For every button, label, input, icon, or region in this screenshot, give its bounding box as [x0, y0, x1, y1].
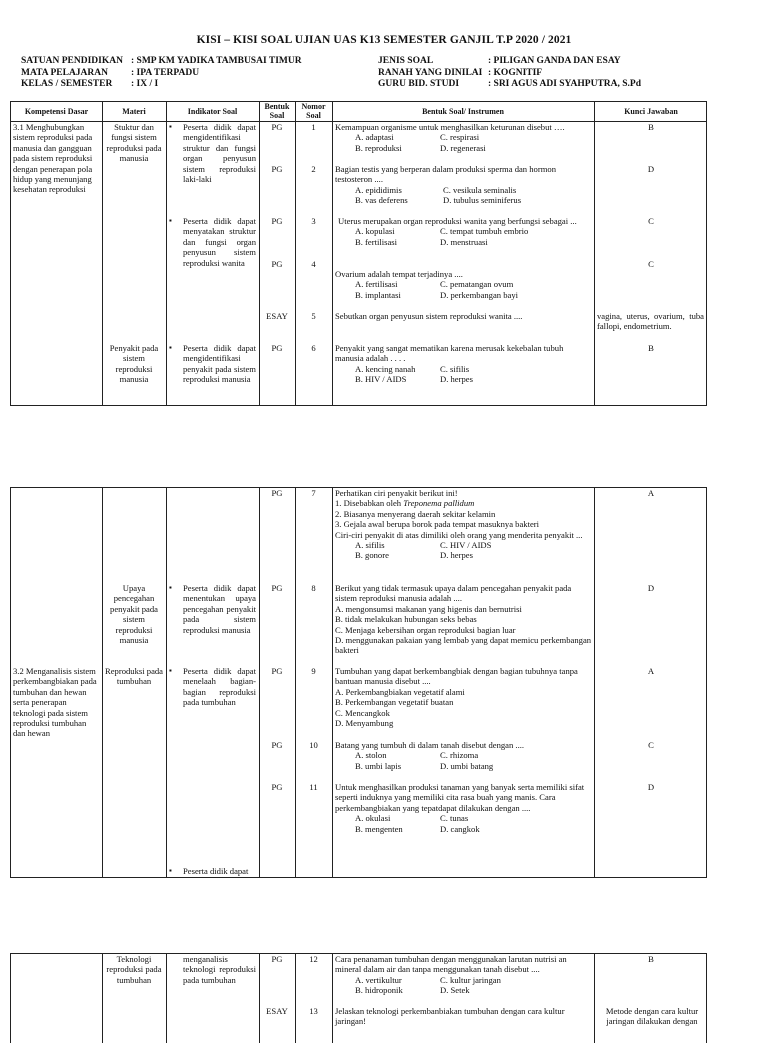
indikator-6: Peserta didik dapat: [183, 866, 249, 876]
question-line: 3. Gejala awal berupa borok pada tempat masuknya bakteri: [335, 519, 540, 530]
info-label: SATUAN PENDIDIKAN: [21, 56, 123, 66]
question-10: [335, 740, 592, 771]
option-c: C. kultur jaringan: [440, 974, 501, 985]
option-b: B. mengenten: [355, 823, 403, 834]
option-c: C. Mencangkok: [335, 707, 390, 718]
option-c: C. respirasi: [440, 132, 480, 143]
materi-reproduksi-tumbuhan: Reproduksi pada tumbuhan: [105, 666, 163, 687]
question-5: Sebutkan organ penyusun sistem reproduksi wanita ....: [335, 311, 523, 321]
bentuk-soal: PG: [271, 583, 283, 593]
answer-key: Metode dengan cara kultur jaringan dilakukan dengan: [605, 1006, 699, 1027]
question-stem: Penyakit yang sangat mematikan karena merusak kekebalan tubuh manusia adalah . . . .: [335, 343, 564, 364]
bullet-icon: ▪: [169, 216, 172, 225]
bentuk-soal: PG: [271, 488, 283, 498]
kd-3-2: 3.2 Menganalisis sistem perkembangbiakan pada tumbuhan dan hewan serta penerapan teknologi pada sistem reproduksi tumbuhan dan hewan: [13, 666, 97, 739]
option-b: B. hidroponik: [355, 985, 403, 996]
option-d: D. menstruasi: [440, 236, 488, 247]
info-label: MATA PELAJARAN: [21, 67, 108, 78]
answer-key: C: [648, 216, 654, 226]
option-a: A. epididimis: [355, 184, 402, 195]
table-section-3: [10, 953, 707, 1043]
answer-key: A: [647, 666, 655, 676]
option-b: B. vas deferens: [355, 195, 408, 206]
bentuk-soal: PG: [271, 954, 283, 964]
bentuk-soal: PG: [271, 666, 283, 676]
option-b: B. fertilisasi: [355, 236, 398, 247]
question-stem: Uterus merupakan organ reproduksi wanita yang berfungsi sebagai ...: [338, 216, 577, 226]
table-section-1: [10, 101, 707, 406]
info-left: [21, 56, 302, 91]
option-d: D. herpes: [440, 374, 473, 385]
answer-key: D: [647, 583, 655, 593]
question-7: [335, 488, 592, 561]
answer-key: D: [647, 164, 655, 174]
question-2: [335, 164, 585, 206]
bentuk-soal: ESAY: [266, 311, 288, 321]
info-value: : IX / I: [131, 79, 159, 89]
option-a: A. okulasi: [355, 813, 391, 824]
indikator-1: Peserta didik dapat mengidentifikasi struktur dan fungsi organ penyusun sistem reproduksi laki-laki: [183, 122, 256, 185]
option-b: B. tidak melakukan hubungan seks bebas: [335, 614, 477, 625]
question-stem: Bagian testis yang berperan dalam produksi sperma dan hormon testosteron ....: [335, 164, 556, 185]
bentuk-soal: PG: [271, 164, 283, 174]
materi-struktur: Stuktur dan fungsi sistem reproduksi pada manusia: [106, 122, 162, 164]
nomor-soal: 9: [311, 666, 316, 676]
nomor-soal: 10: [309, 740, 318, 750]
answer-key: vagina, uterus, ovarium, tuba fallopi, endometrium.: [597, 311, 704, 332]
bullet-icon: ▪: [169, 343, 172, 352]
option-a: A. mengonsumsi makanan yang higenis dan bernutrisi: [335, 603, 522, 614]
question-stem: Tumbuhan yang dapat berkembangbiak dengan bagian tubuhnya tanpa bantuan manusia disebut ....: [335, 666, 578, 687]
answer-key: B: [648, 954, 654, 964]
indikator-4: Peserta didik dapat menentukan upaya pencegahan penyakit pada sistem reproduksi manusia: [183, 583, 256, 635]
bullet-icon: ▪: [169, 866, 172, 875]
option-a: A. vertikultur: [355, 974, 402, 985]
bentuk-soal: PG: [271, 122, 283, 132]
option-d: D. regenerasi: [440, 142, 486, 153]
question-3: [338, 216, 578, 247]
header-bentuk: Bentuk Soal: [264, 102, 290, 120]
nomor-soal: 2: [311, 164, 316, 174]
option-c: C. vesikula seminalis: [443, 184, 517, 195]
table-section-2: [10, 487, 707, 878]
option-c: C. sifilis: [440, 363, 470, 374]
option-d: D. tubulus seminiferus: [443, 195, 522, 206]
question-12: [335, 954, 592, 996]
info-value: : PILIGAN GANDA DAN ESAY: [488, 56, 621, 66]
option-d: D. herpes: [440, 550, 473, 561]
bentuk-soal: PG: [271, 343, 283, 353]
nomor-soal: 11: [309, 782, 318, 792]
question-stem: Berikut yang tidak termasuk upaya dalam pencegahan penyakit pada sistem reproduksi manusia adalah ....: [335, 583, 572, 604]
answer-key: D: [647, 782, 655, 792]
bentuk-soal: PG: [271, 782, 283, 792]
indikator-7: menganalisis teknologi reproduksi pada tumbuhan: [183, 954, 256, 985]
option-d: D. perkembangan bayi: [440, 289, 519, 300]
bullet-icon: ▪: [169, 583, 172, 592]
nomor-soal: 12: [309, 954, 318, 964]
question-8: [335, 583, 592, 656]
question-stem: Batang yang tumbuh di dalam tanah disebut dengan ....: [335, 740, 525, 750]
option-c: C. tunas: [440, 813, 469, 824]
option-c: C. rhizoma: [440, 750, 479, 761]
option-a: A. fertilisasi: [355, 279, 398, 290]
nomor-soal: 5: [311, 311, 316, 321]
nomor-soal: 4: [311, 259, 316, 269]
info-value: : KOGNITIF: [488, 67, 543, 78]
option-b: B. HIV / AIDS: [355, 374, 407, 385]
option-c: C. HIV / AIDS: [440, 540, 492, 551]
header-indikator: Indikator Soal: [187, 107, 238, 116]
question-stem: Kemampuan organisme untuk menghasilkan keturunan disebut ….: [335, 122, 565, 132]
question-4: [335, 269, 585, 300]
info-value: : IPA TERPADU: [131, 67, 200, 78]
option-a: A. kencing nanah: [355, 363, 416, 374]
info-label: JENIS SOAL: [378, 56, 434, 66]
answer-key: C: [648, 740, 654, 750]
option-c: C. tempat tumbuh embrio: [440, 226, 529, 237]
info-label: GURU BID. STUDI: [378, 79, 460, 89]
info-right: [378, 56, 641, 91]
answer-key: A: [647, 488, 655, 498]
materi-penyakit: Penyakit pada sistem reproduksi manusia: [109, 343, 159, 385]
bullet-icon: ▪: [169, 666, 172, 675]
option-c: C. Menjaga kebersihan organ reproduksi bagian luar: [335, 624, 516, 635]
page-title: KISI – KISI SOAL UJIAN UAS K13 SEMESTER GANJIL T.P 2020 / 2021: [196, 34, 572, 46]
header-kd: Kompetensi Dasar: [24, 107, 89, 116]
question-13: Jelaskan teknologi perkembanbiakan tumbuhan dengan cara kultur jaringan!: [335, 1006, 565, 1027]
nomor-soal: 1: [311, 122, 316, 132]
header-kunci: Kunci Jawaban: [624, 107, 678, 116]
bentuk-soal: ESAY: [266, 1006, 288, 1016]
option-b: B. reproduksi: [355, 142, 402, 153]
option-d: D. Setek: [440, 985, 470, 996]
header-nomor: Nomor Soal: [301, 102, 326, 120]
answer-key: B: [648, 122, 654, 132]
option-b: B. gonore: [355, 550, 389, 561]
nomor-soal: 13: [309, 1006, 318, 1016]
kd-3-1: 3.1 Menghubungkan sistem reproduksi pada manusia dan gangguan pada sistem reproduksi dengan penerapan pola hidup yang menunjang kesehatan reproduksi: [13, 122, 93, 195]
question-1: [335, 122, 592, 153]
bentuk-soal: PG: [271, 259, 283, 269]
option-a: A. sifilis: [355, 540, 385, 551]
option-d: D. Menyambung: [335, 718, 394, 729]
nomor-soal: 7: [311, 488, 316, 498]
question-stem: Ciri-ciri penyakit di atas dimiliki oleh orang yang menderita penyakit ...: [335, 529, 583, 540]
answer-key: C: [648, 259, 654, 269]
answer-key: B: [648, 343, 654, 353]
bentuk-soal: PG: [271, 216, 283, 226]
option-d: D. umbi batang: [440, 760, 494, 771]
option-a: A. adaptasi: [355, 132, 394, 143]
question-intro: Perhatikan ciri penyakit berikut ini!: [335, 488, 458, 498]
indikator-3: Peserta didik dapat mengidentifikasi penyakit pada sistem reproduksi manusia: [183, 343, 256, 385]
question-6: [335, 343, 585, 385]
info-label: RANAH YANG DINILAI: [378, 67, 483, 78]
question-stem: Cara penanaman tumbuhan dengan menggunakan larutan nutrisi an mineral dalam air dan tanpa menggunakan tanah disebut ....: [335, 954, 567, 975]
materi-upaya: Upaya pencegahan penyakit pada sistem reproduksi manusia: [110, 583, 158, 646]
question-11: [335, 782, 592, 834]
option-d: D. menggunakan pakaian yang lembab yang dapat memicu perkembangan bakteri: [335, 635, 592, 656]
question-9: [335, 666, 592, 728]
option-a: A. kopulasi: [355, 226, 395, 237]
question-line: 2. Biasanya menyerang daerah sekitar kelamin: [335, 508, 496, 519]
question-line-italic: Treponema pallidum: [403, 498, 475, 509]
materi-teknologi: Teknologi reproduksi pada tumbuhan: [106, 954, 162, 985]
question-stem: Ovarium adalah tempat terjadinya ....: [335, 269, 463, 279]
question-line: 1. Disebabkan oleh: [335, 498, 404, 509]
option-b: B. Perkembangan vegetatif buatan: [335, 697, 454, 708]
indikator-5: Peserta didik dapat menelaah bagian-bagian reproduksi pada tumbuhan: [183, 666, 256, 708]
header-instrumen: Bentuk Soal/ Instrumen: [422, 107, 504, 116]
option-a: A. stolon: [355, 750, 387, 761]
info-label: KELAS / SEMESTER: [21, 79, 113, 89]
option-c: C. pematangan ovum: [440, 279, 514, 290]
option-b: B. umbi lapis: [355, 760, 402, 771]
question-stem: Untuk menghasilkan produksi tanaman yang banyak serta memiliki sifat seperti induknya yang memiliki cita rasa buah yang manis. Cara perkembangbiakan yang tepatdapat dilakukan dengan ....: [335, 782, 585, 813]
header-materi: Materi: [122, 107, 146, 116]
info-value: : SMP KM YADIKA TAMBUSAI TIMUR: [131, 56, 302, 66]
option-a: A. Perkembangbiakan vegetatif alami: [335, 686, 465, 697]
option-b: B. implantasi: [355, 289, 401, 300]
nomor-soal: 3: [311, 216, 316, 226]
bentuk-soal: PG: [271, 740, 283, 750]
nomor-soal: 6: [311, 343, 316, 353]
indikator-2: Peserta didik dapat menyatakan struktur dan fungsi organ penyusun sistem reproduksi wanita: [183, 216, 256, 268]
info-value: : SRI AGUS ADI SYAHPUTRA, S.Pd: [488, 79, 642, 89]
option-d: D. cangkok: [440, 823, 480, 834]
bullet-icon: ▪: [169, 122, 172, 131]
nomor-soal: 8: [311, 583, 316, 593]
